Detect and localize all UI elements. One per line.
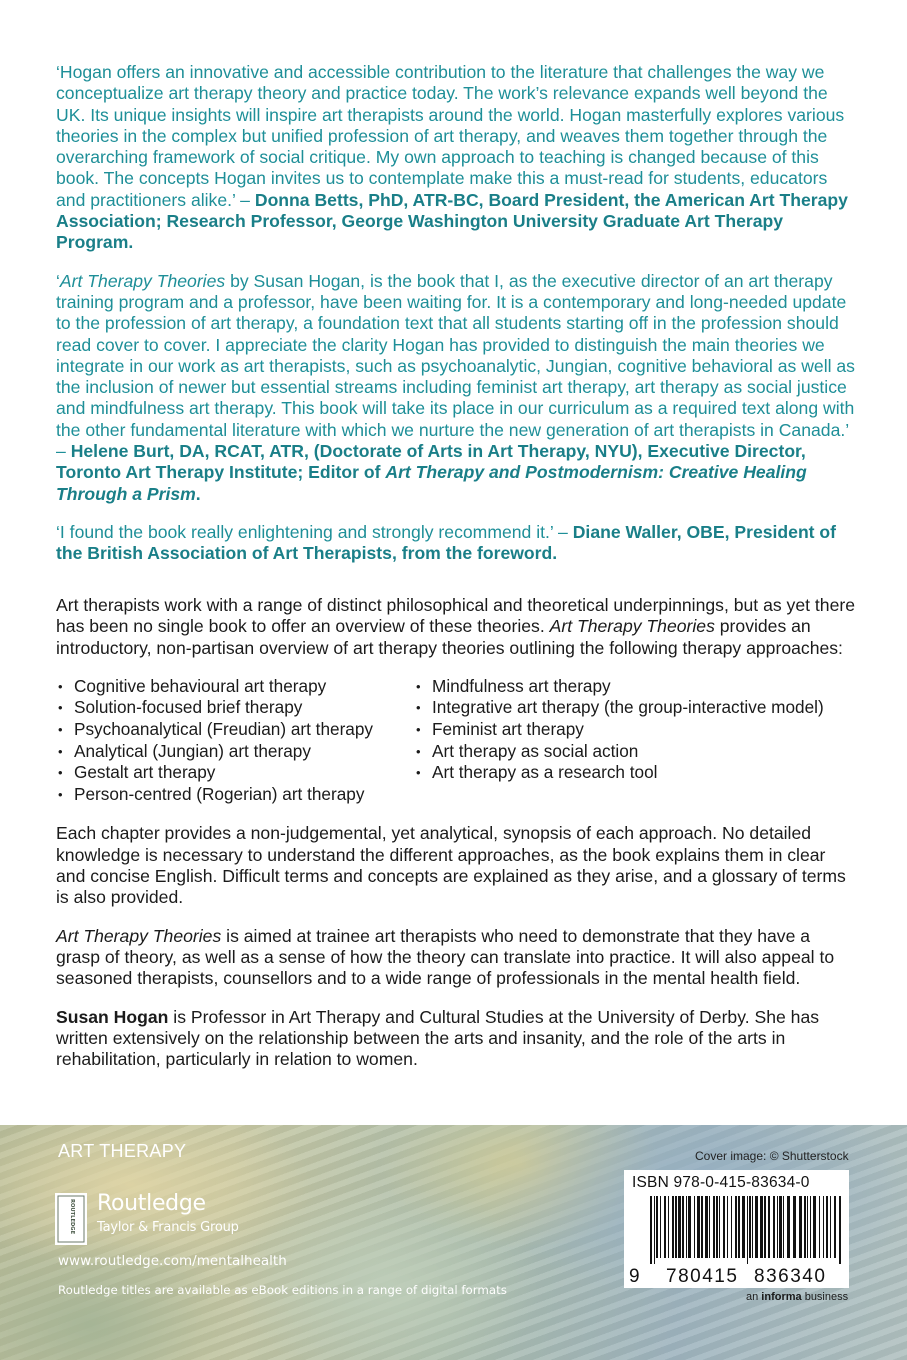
barcode-bar [793, 1196, 796, 1258]
barcode-bar [735, 1196, 737, 1258]
intro-text: Art therapists work with a range of distinct philosophical and theoretical underpinnings, but as yet there has been no single book to offer an overview of these theories. [56, 595, 856, 637]
barcode-bar [830, 1196, 831, 1258]
publisher-group: Taylor & Francis Group [97, 1220, 239, 1235]
barcode-bar [787, 1196, 790, 1258]
barcode-digit-lead: 9 [629, 1266, 640, 1286]
barcode-bar [668, 1196, 669, 1258]
quote-betts [56, 62, 856, 254]
barcode-bar [738, 1196, 740, 1258]
informa-prefix: an [746, 1291, 762, 1303]
isbn: ISBN 978-0-415-83634-0 [632, 1174, 810, 1191]
barcode-bar [810, 1196, 811, 1258]
list-item: • Integrative art therapy (the group-interactive model) [414, 697, 854, 719]
barcode-bar [701, 1196, 703, 1258]
publisher-name: Routledge [97, 1191, 206, 1216]
informa-business [746, 1291, 848, 1303]
barcode-bar [656, 1196, 658, 1258]
barcode-bar [719, 1196, 720, 1258]
list-item: • Art therapy as social action [414, 741, 854, 763]
quote-text: by Susan Hogan, is the book that I, as the executive director of an art therapy training program and a professor, have been waiting for. It is a contemporary and long-needed update to the profession of art therapy, a foundation text that all students starting off in the profession should read cover to cover. I appreciate the clarity Hogan has provided to distinguish the main theories we integrate in our work as art therapists, such as psychoanalytic, Jungian, cognitive behavioral as well as the inclusion of newer but essential streams including feminist art therapy, art therapy as social justice and mindfulness art therapy. This book will take its place in our curriculum as a required text along with the other fundamental literature with which we nurture the new generation of art therapists in Canada.’ – [56, 270, 855, 462]
intro-paragraph [56, 595, 856, 659]
attribution-text: Helene Burt, DA, RCAT, ATR, (Doctorate of Arts in Art Therapy, NYU), Executive Director, Toronto Art Therapy Institute; Editor of [56, 441, 806, 483]
barcode-bar [804, 1196, 806, 1258]
barcode-bar [682, 1196, 684, 1258]
list-item: • Gestalt art therapy [56, 762, 414, 784]
approaches-column-left [56, 676, 414, 806]
barcode-bar [779, 1196, 782, 1258]
quote-text: ‘I found the book really enlightening and strongly recommend it.’ – [56, 521, 573, 542]
barcode-bar [731, 1196, 732, 1258]
barcode-bar [755, 1196, 758, 1258]
approaches-list [56, 676, 856, 806]
attribution-book-title: Art Therapy and Postmodernism: Creative Healing Through a Prism [56, 462, 807, 504]
barcode-bar [747, 1196, 748, 1264]
barcode-bar [826, 1196, 828, 1258]
barcode-bar [752, 1196, 753, 1258]
barcode-bar [664, 1196, 666, 1258]
barcode-bar [705, 1196, 708, 1258]
barcode-bar [768, 1196, 770, 1258]
publisher-url[interactable]: www.routledge.com/mentalhealth [58, 1253, 287, 1269]
quote-burt [56, 271, 856, 505]
barcode-bar [716, 1196, 718, 1258]
ebook-note: Routledge titles are available as eBook editions in a range of digital formats [58, 1283, 507, 1297]
barcode-bar [813, 1196, 816, 1258]
barcode-block [624, 1170, 849, 1288]
barcode [624, 1196, 849, 1286]
informa-brand: informa [761, 1291, 802, 1303]
barcode-bar [688, 1196, 691, 1258]
barcode-bar [660, 1196, 661, 1258]
intro-book-title: Art Therapy Theories [549, 616, 715, 637]
quote-attribution: Donna Betts, PhD, ATR-BC, Board President, the American Art Therapy Association; Research Professor, George Washington University Graduate Art Therapy Program. [56, 189, 848, 253]
barcode-bar [839, 1196, 841, 1264]
barcode-bar [760, 1196, 763, 1258]
barcode-bar [694, 1196, 695, 1258]
description [56, 595, 856, 1087]
endorsements [56, 62, 856, 582]
author-bio-text: is Professor in Art Therapy and Cultural Studies at the University of Derby. She has written extensively on the relationship between the arts and insanity, and the role of the arts in rehabilitation, particularly in relation to women. [56, 1006, 820, 1070]
barcode-bar [742, 1196, 745, 1258]
intro-text-2: provides an introductory, non-partisan overview of art therapy theories outlining the following therapy approaches: [56, 616, 843, 658]
barcode-bar [799, 1196, 802, 1258]
logo-letters: ROUTLEDGE [69, 1199, 75, 1235]
list-item: • Person-centred (Rogerian) art therapy [56, 784, 414, 806]
barcode-digits-left: 780415 [666, 1266, 739, 1286]
chapter-paragraph: Each chapter provides a non-judgemental, yet analytical, synopsis of each approach. No detailed knowledge is necessary to understand the different approaches, as the book explains them in clear and concise English. Difficult terms and concepts are explained as they arise, and a glossary of terms is also provided. [56, 823, 846, 908]
barcode-digits-right: 836340 [754, 1266, 827, 1286]
approaches-column-right [414, 676, 854, 806]
barcode-bar [709, 1196, 710, 1258]
cover-credit: Cover image: © Shutterstock [695, 1149, 849, 1163]
barcode-bar [697, 1196, 700, 1258]
list-item: • Psychoanalytical (Freudian) art therapy [56, 719, 414, 741]
list-item: • Art therapy as a research tool [414, 762, 854, 784]
barcode-bar [650, 1196, 652, 1264]
list-item: • Feminist art therapy [414, 719, 854, 741]
aim-text: is aimed at trainee art therapists who need to demonstrate that they have a grasp of theory, as well as a sense of how the theory can translate into practice. It will also appeal to seasoned therapists, counsellors and to a wide range of professionals in the mental health field. [56, 925, 835, 989]
author-name: Susan Hogan [56, 1006, 169, 1027]
list-item: • Cognitive behavioural art therapy [56, 676, 414, 698]
barcode-bar [823, 1196, 824, 1258]
barcode-bar [675, 1196, 677, 1258]
routledge-logo-icon [55, 1193, 87, 1245]
quote-book-title: Art Therapy Theories [59, 270, 226, 291]
barcode-bar [723, 1196, 725, 1258]
quote-attribution: Diane Waller, OBE, President of the British Association of Art Therapists, from the foreword. [56, 521, 837, 564]
quote-attribution [56, 441, 807, 504]
list-item: • Solution-focused brief therapy [56, 697, 414, 719]
barcode-bar [672, 1196, 674, 1258]
author-bio [56, 1007, 856, 1071]
attribution-end: . [195, 483, 201, 504]
list-item: • Analytical (Jungian) art therapy [56, 741, 414, 763]
barcode-bar [764, 1196, 766, 1258]
quote-open-mark: ‘ [56, 270, 60, 291]
barcode-bar [654, 1196, 655, 1264]
barcode-bar [678, 1196, 681, 1258]
barcode-bar [783, 1196, 784, 1258]
category-label: ART THERAPY [58, 1141, 187, 1161]
barcode-bar [727, 1196, 728, 1258]
footer-artwork [0, 1125, 907, 1360]
list-item: • Mindfulness art therapy [414, 676, 854, 698]
barcode-bar [713, 1196, 715, 1258]
barcode-bar [686, 1196, 687, 1258]
informa-suffix: business [801, 1291, 849, 1303]
aim-book-title: Art Therapy Theories [56, 925, 222, 946]
aim-paragraph [56, 926, 856, 990]
barcode-bar [773, 1196, 775, 1258]
barcode-bar [777, 1196, 778, 1258]
quote-waller [56, 522, 856, 565]
quote-text: ‘Hogan offers an innovative and accessible contribution to the literature that challenges the way we conceptualize art therapy theory and practice today. The work’s relevance expands well beyond the UK. Its unique insights will inspire art therapists around the world. Hogan masterfully explores various theories in the complex but unified profession of art therapy, and weaves them together through the overarching framework of social critique. My own approach to teaching is changed because of this book. The concepts Hogan invites us to contemplate make this a must-read for students, educators and practitioners alike.’ – [56, 62, 845, 210]
barcode-bar [819, 1196, 820, 1258]
barcode-bar [834, 1196, 836, 1258]
barcode-bar [807, 1196, 808, 1258]
barcode-bar [749, 1196, 751, 1258]
